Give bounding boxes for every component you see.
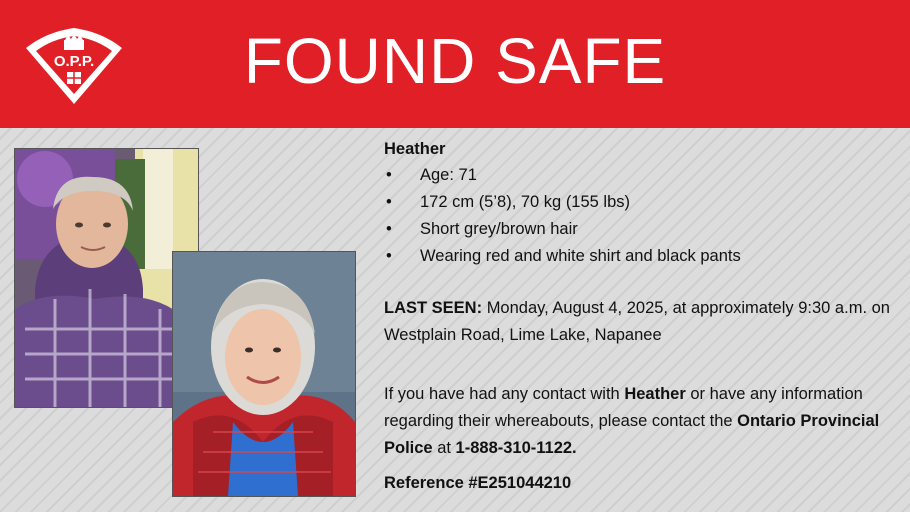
person-name: Heather <box>384 140 446 158</box>
detail-text: Short grey/brown hair <box>420 220 578 238</box>
reference-number: Reference #E251044210 <box>384 474 572 492</box>
detail-text: 172 cm (5’8), 70 kg (155 lbs) <box>420 193 631 211</box>
last-seen-label: LAST SEEN: <box>384 299 483 317</box>
detail-age <box>384 163 894 190</box>
contact-text-1: If you have had any contact with <box>384 385 625 403</box>
found-safe-banner <box>0 0 910 128</box>
bullet-icon: • <box>386 247 392 265</box>
bullet-icon: • <box>386 193 392 211</box>
detail-height-weight <box>384 190 894 217</box>
contact-text-2: or have any information regarding their whereabouts, please contact the <box>384 385 863 430</box>
last-seen-text: Monday, August 4, 2025, at approximately 9:30 a.m. on Westplain Road, Lime Lake, Napanee <box>384 299 890 344</box>
contact-agency: Ontario Provincial Police <box>384 412 880 457</box>
logo-text: O.P.P. <box>53 53 95 70</box>
missing-person-details <box>384 138 894 497</box>
bullet-icon: • <box>386 166 392 184</box>
banner-title-text: FOUND SAFE <box>243 25 667 97</box>
last-seen-paragraph <box>384 295 894 349</box>
detail-hair <box>384 217 894 244</box>
detail-text: Age: 71 <box>420 166 477 184</box>
contact-person-name: Heather <box>624 385 686 403</box>
banner-title <box>0 16 910 106</box>
contact-phone: 1-888-310-1122. <box>455 439 577 457</box>
photo-portrait-image <box>173 252 355 496</box>
photo-portrait <box>172 251 356 497</box>
detail-text: Wearing red and white shirt and black pants <box>420 247 741 265</box>
bullet-icon: • <box>386 220 392 238</box>
contact-text-3: at <box>432 439 456 457</box>
person-details-list <box>384 163 894 271</box>
contact-paragraph <box>384 381 894 462</box>
photo-outdoor-image <box>15 149 198 407</box>
detail-clothing <box>384 244 894 271</box>
